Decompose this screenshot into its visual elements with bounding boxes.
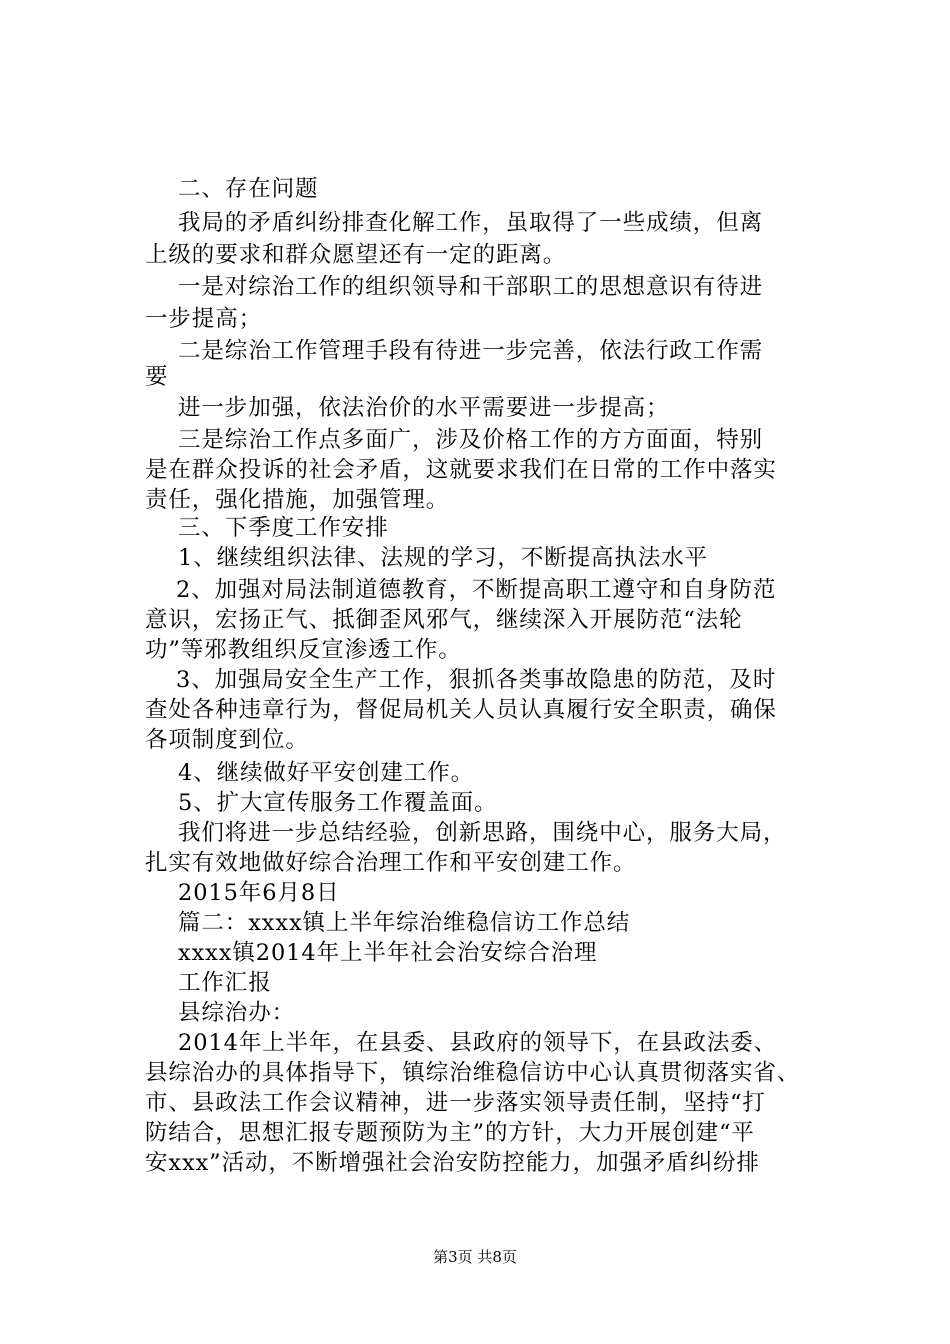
body-line: 县综治办的具体指导下，镇综治维稳信访中心认真贯彻落实省、 xyxy=(145,1060,801,1086)
body-line: 扎实有效地做好综合治理工作和平安创建工作。 xyxy=(145,850,637,876)
body-line: 功”等邪教组织反宣渗透工作。 xyxy=(145,637,462,663)
body-line: 上级的要求和群众愿望还有一定的距离。 xyxy=(145,242,567,268)
body-line: 一步提高； xyxy=(145,306,263,332)
list-item: 5、扩大宣传服务工作覆盖面。 xyxy=(178,790,498,816)
body-line: 我局的矛盾纠纷排查化解工作，虽取得了一些成绩，但离 xyxy=(178,210,764,236)
body-line: 意识，宏扬正气、抵御歪风邪气，继续深入开展防范“法轮 xyxy=(145,607,743,633)
list-item: 4、继续做好平安创建工作。 xyxy=(178,760,475,786)
date-line: 2015年6月8日 xyxy=(178,880,340,906)
report-title: xxxx镇2014年上半年社会治安综合治理 xyxy=(178,940,598,966)
salutation: 县综治办： xyxy=(178,1000,296,1026)
body-line: 安xxx”活动，不断增强社会治安防控能力，加强矛盾纠纷排 xyxy=(145,1150,760,1176)
list-item: 1、继续组织法律、法规的学习，不断提高执法水平 xyxy=(178,545,709,571)
body-line: 是在群众投诉的社会矛盾，这就要求我们在日常的工作中落实 xyxy=(145,457,777,483)
body-line: 各项制度到位。 xyxy=(145,727,309,753)
body-line: 进一步加强，依法治价的水平需要进一步提高； xyxy=(178,395,670,421)
page-number-footer: 第3页 共8页 xyxy=(433,1248,517,1266)
report-subtitle: 工作汇报 xyxy=(178,970,272,996)
body-line: 2014年上半年，在县委、县政府的领导下，在县政法委、 xyxy=(178,1030,778,1056)
body-line: 市、县政法工作会议精神，进一步落实领导责任制，坚持“打 xyxy=(145,1090,766,1116)
body-line: 防结合，思想汇报专题预防为主”的方针，大力开展创建“平 xyxy=(145,1120,755,1146)
section-heading-problems: 二、存在问题 xyxy=(178,176,319,202)
body-line: 一是对综治工作的组织领导和干部职工的思想意识有待进 xyxy=(178,274,764,300)
article-title: 篇二：xxxx镇上半年综治维稳信访工作总结 xyxy=(178,910,631,936)
body-line: 查处各种违章行为，督促局机关人员认真履行安全职责，确保 xyxy=(145,697,777,723)
list-item: 3、加强局安全生产工作，狠抓各类事故隐患的防范，及时 xyxy=(176,667,777,693)
body-line: 责任，强化措施，加强管理。 xyxy=(145,487,450,513)
body-line: 三是综治工作点多面广，涉及价格工作的方方面面，特别 xyxy=(178,427,764,453)
body-line: 要 xyxy=(145,364,169,390)
list-item: 2、加强对局法制道德教育，不断提高职工遵守和自身防范 xyxy=(176,577,777,603)
body-line: 我们将进一步总结经验，创新思路，围绕中心，服务大局， xyxy=(178,820,787,846)
body-line: 二是综治工作管理手段有待进一步完善，依法行政工作需 xyxy=(178,338,764,364)
section-heading-plan: 三、下季度工作安排 xyxy=(178,515,389,541)
